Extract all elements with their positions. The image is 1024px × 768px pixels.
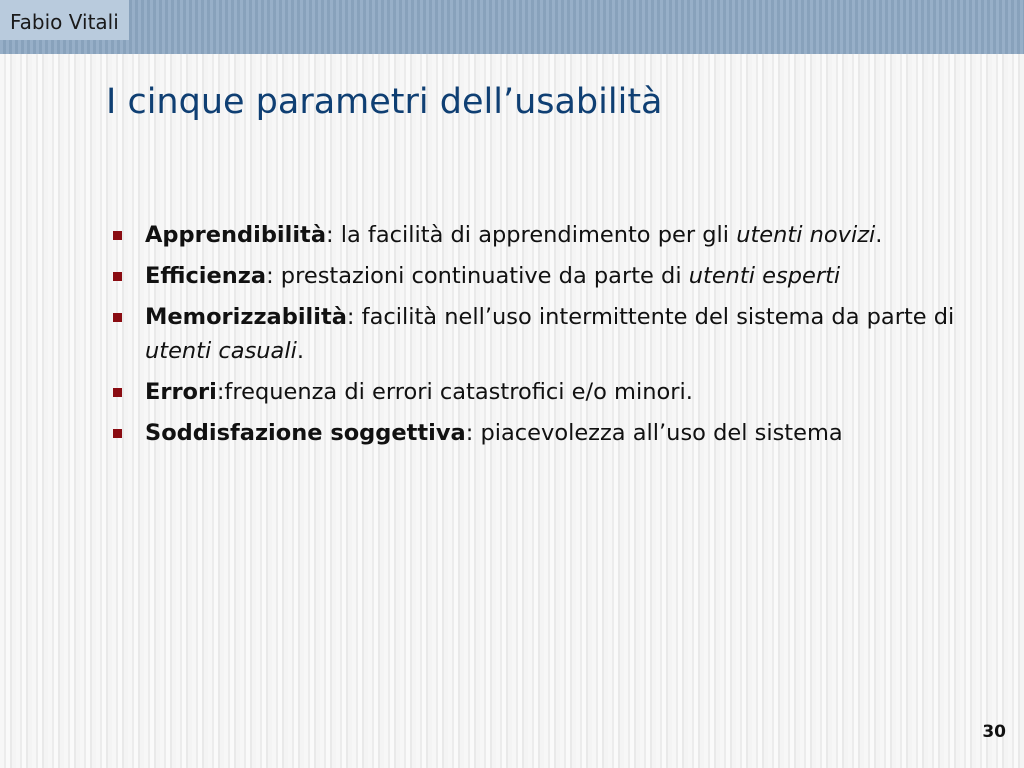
- bullet-term: Soddisfazione soggettiva: [145, 420, 466, 446]
- bullet-item-efficienza: [108, 259, 988, 293]
- bullet-term: Efficienza: [145, 263, 267, 289]
- bullet-item-apprendibilita: [108, 218, 988, 252]
- bullet-term: Errori: [145, 379, 217, 405]
- bullet-term: Apprendibilità: [145, 222, 326, 248]
- bullet-text: : la facilità di apprendimento per gli: [326, 222, 737, 248]
- bullet-tail: .: [875, 222, 883, 248]
- bullet-text: : facilità nell’uso intermittente del sistema da parte di: [346, 304, 955, 330]
- bullet-emphasis: utenti novizi: [736, 222, 876, 248]
- bullet-term: Memorizzabilità: [145, 304, 347, 330]
- author-label: Fabio Vitali: [0, 0, 129, 40]
- header-bar: [0, 0, 1024, 54]
- bullet-text: :frequenza di errori catastrofici e/o minori.: [216, 379, 693, 405]
- square-bullet-icon: [113, 313, 122, 322]
- bullet-emphasis: utenti casuali: [145, 338, 297, 364]
- square-bullet-icon: [113, 231, 122, 240]
- bullet-list: [108, 218, 988, 457]
- square-bullet-icon: [113, 272, 122, 281]
- slide-title: I cinque parametri dell’usabilità: [106, 82, 663, 122]
- bullet-emphasis: utenti esperti: [688, 263, 841, 289]
- square-bullet-icon: [113, 429, 122, 438]
- bullet-item-memorizzabilita: [108, 300, 988, 368]
- bullet-tail: .: [296, 338, 304, 364]
- page-number: 30: [982, 722, 1006, 742]
- bullet-text: : piacevolezza all’uso del sistema: [465, 420, 843, 446]
- bullet-text: : prestazioni continuative da parte di: [266, 263, 689, 289]
- bullet-item-soddisfazione: [108, 416, 988, 450]
- square-bullet-icon: [113, 388, 122, 397]
- bullet-item-errori: [108, 375, 988, 409]
